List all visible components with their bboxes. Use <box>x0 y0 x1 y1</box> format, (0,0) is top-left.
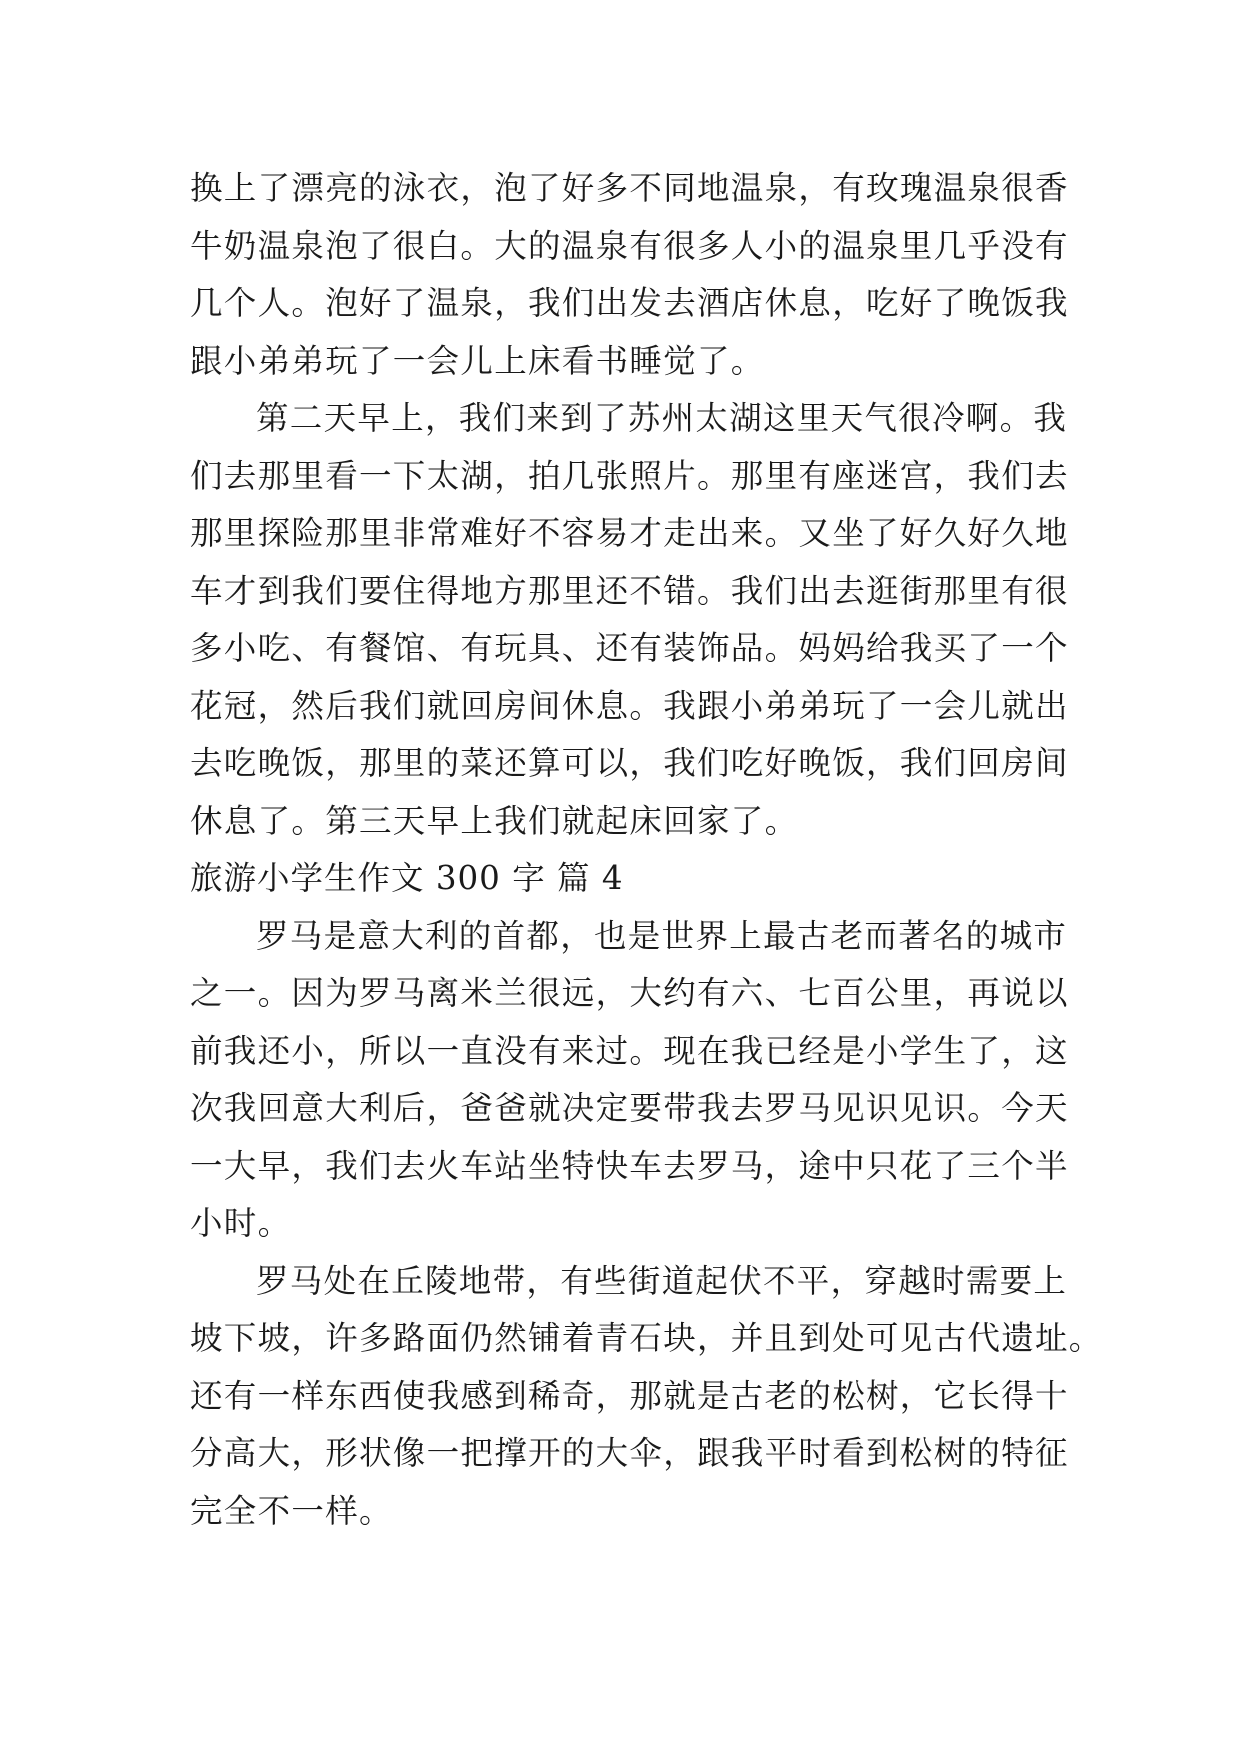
paragraph-rome-streets <box>190 1253 1103 1541</box>
text-line: 之一。因为罗马离米兰很远，大约有六、七百公里，再说以 <box>190 974 1069 1012</box>
text-line: 罗马是意大利的首都，也是世界上最古老而著名的城市 <box>256 916 1068 955</box>
text-line: 跟小弟弟玩了一会儿上床看书睡觉了。 <box>190 341 765 380</box>
text-line: 坡下坡，许多路面仍然铺着青石块，并且到处可见古代遗址。 <box>190 1319 1103 1357</box>
paragraph-rome-intro <box>190 908 1069 1253</box>
paragraph-taihu <box>190 390 1069 850</box>
text-line: 前我还小，所以一直没有来过。现在我已经是小学生了，这 <box>190 1031 1069 1070</box>
text-line: 休息了。第三天早上我们就起床回家了。 <box>190 801 799 840</box>
text-line: 多小吃、有餐馆、有玩具、还有装饰品。妈妈给我买了一个 <box>190 629 1069 667</box>
section-heading: 旅游小学生作文 300 字 篇 4 <box>190 859 624 897</box>
text-line: 小时。 <box>190 1204 292 1242</box>
text-line: 那里探险那里非常难好不容易才走出来。又坐了好久好久地 <box>190 514 1069 552</box>
text-line: 分高大，形状像一把撑开的大伞，跟我平时看到松树的特征 <box>190 1434 1069 1472</box>
text-line: 一大早，我们去火车站坐特快车去罗马，途中只花了三个半 <box>190 1146 1069 1185</box>
text-line: 们去那里看一下太湖，拍几张照片。那里有座迷宫，我们去 <box>190 456 1069 495</box>
text-line: 完全不一样。 <box>190 1491 393 1530</box>
text-line: 车才到我们要住得地方那里还不错。我们出去逛街那里有很 <box>190 571 1069 610</box>
text-line: 次我回意大利后，爸爸就决定要带我去罗马见识见识。今天 <box>190 1089 1069 1127</box>
text-line: 去吃晚饭，那里的菜还算可以，我们吃好晚饭，我们回房间 <box>190 744 1069 782</box>
text-line: 第二天早上，我们来到了苏州太湖这里天气很冷啊。我 <box>256 399 1068 437</box>
paragraph-hot-spring <box>190 160 1069 390</box>
text-line: 牛奶温泉泡了很白。大的温泉有很多人小的温泉里几乎没有 <box>190 226 1069 265</box>
text-line: 几个人。泡好了温泉，我们出发去酒店休息，吃好了晚饭我 <box>190 284 1069 322</box>
text-line: 还有一样东西使我感到稀奇，那就是古老的松树，它长得十 <box>190 1376 1069 1415</box>
text-line: 花冠，然后我们就回房间休息。我跟小弟弟玩了一会儿就出 <box>190 686 1069 725</box>
document-body <box>190 160 1103 1540</box>
text-line: 罗马处在丘陵地带，有些街道起伏不平，穿越时需要上 <box>256 1261 1068 1300</box>
text-line: 换上了漂亮的泳衣，泡了好多不同地温泉，有玫瑰温泉很香 <box>190 169 1069 207</box>
